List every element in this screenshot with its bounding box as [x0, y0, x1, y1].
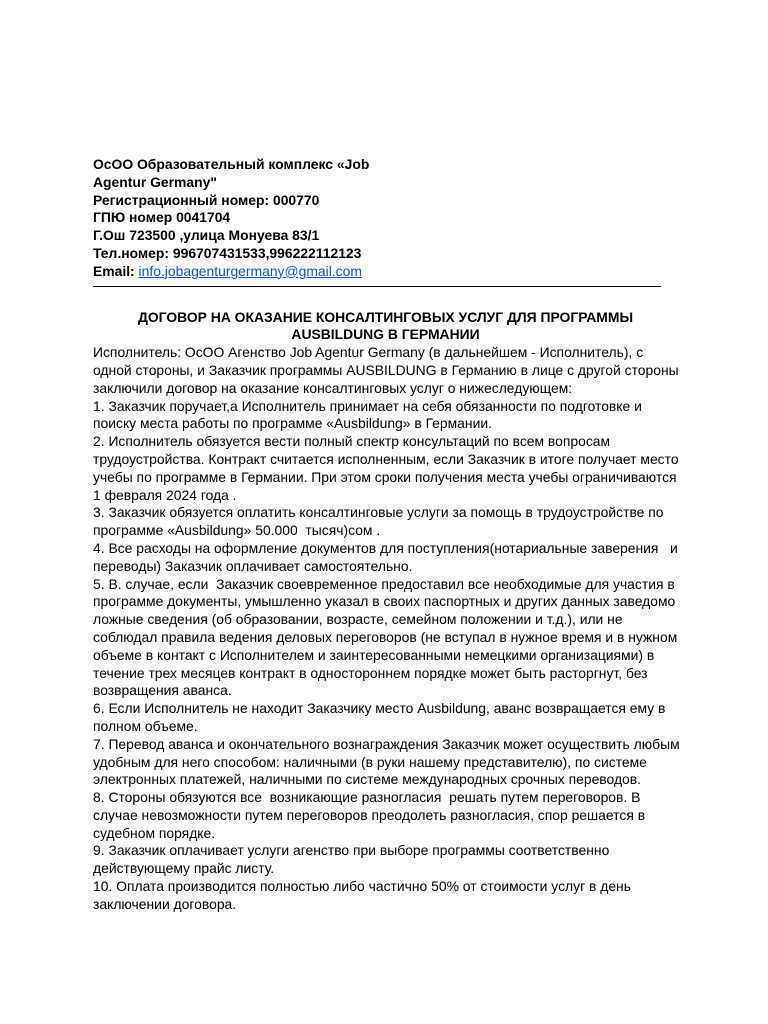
contract-clause-5: 5. В. случае, если Заказчик своевременное предоставил все необходимые для участия в программе документы, умышленно указал в своих паспортных и других данных заведомо ложные сведения (об образовании, возрасте, семейном положении и т.д.), или не соблюдал правила ведения деловых переговоров (не вступал в нужное время и в нужном объеме в контакт с Исполнителем и заинтересованными немецкими организациями) в течение трех месяцев контракт в одностороннем порядке может быть расторгнут, без возвращения аванса. [93, 575, 682, 699]
contract-clause-6: 6. Если Исполнитель не находит Заказчику место Ausbildung, аванс возвращается ему в полном объеме. [93, 700, 670, 734]
phone-numbers: Тел.номер: 996707431533,996222112123 [93, 244, 362, 261]
contract-title-line-2: AUSBILDUNG В ГЕРМАНИИ [291, 326, 480, 343]
document-page [93, 156, 683, 914]
contract-clause-7: 7. Перевод аванса и окончательного вознаграждения Заказчик может осуществить любым удобным для него способом: наличными (в руки нашему представителю), по системе электронных платежей, наличными по системе международных срочных переводов. [93, 735, 684, 788]
contract-clause-9: 9. Заказчик оплачивает услуги агенство при выборе программы соответственно действующему прайс листу. [93, 842, 614, 877]
contract-clause-3: 3. Заказчик обязуется оплатить консалтинговые услуги за помощь в трудоустройстве по программе «Ausbildung» 50.000 тысяч)сом . [93, 504, 672, 539]
company-header [93, 156, 683, 281]
contract-title [93, 309, 678, 345]
contract-title-line-1: ДОГОВОР НА ОКАЗАНИЕ КОНСАЛТИНГОВЫХ УСЛУГ ДЛЯ ПРОГРАММЫ [137, 308, 634, 325]
contract-clause-10: 10. Оплата производится полностью либо частично 50% от стоимости услуг в день заключении договора. [93, 878, 635, 912]
contract-clause-8: 8. Стороны обязуются все возникающие разногласия решать путем переговоров. В случае невозможности путем переговоров преодолеть разногласия, спор решается в судебном порядке. [93, 789, 649, 841]
contract-preamble: Исполнитель: ОсОО Агенство Job Agentur Germany (в дальнейшем - Исполнитель), с одной стороны, и Заказчик программы AUSBILDUNG в Германию в лице с другой стороны заключили договор на оказание консалтинговых услуг о нижеследующем: [93, 344, 683, 396]
company-name-line-1: ОсОО Образовательный комплекс «Job [93, 156, 370, 172]
email-link[interactable]: info.jobagenturgermany@gmail.com [138, 262, 362, 279]
company-address: Г.Ош 723500 ,улица Монуева 83/1 [93, 227, 320, 244]
company-name-line-2: Agentur Germany" [93, 173, 217, 190]
email-label: Email: [93, 262, 139, 279]
contract-clause-4: 4. Все расходы на оформление документов для поступления(нотариальные заверения и переводы) Заказчик оплачивает самостоятельно. [93, 539, 682, 574]
registration-number: Регистрационный номер: 000770 [93, 191, 320, 208]
contract-clause-2: 2. Исполнитель обязуется вести полный спектр консультаций по всем вопросам трудоустройства. Контракт считается исполненным, если Заказчик в итоге получает место учебы по программе в Германии. При этом сроки получения места учебы ограничиваются 1 февраля 2024 года . [93, 433, 683, 503]
contract-clause-1: 1. Заказчик поручает,а Исполнитель принимает на себя обязанности по подготовке и поиску места работы по программе «Ausbildung» в Германии. [93, 397, 646, 432]
contract-body [93, 344, 683, 914]
gpu-number: ГПЮ номер 0041704 [93, 209, 231, 226]
